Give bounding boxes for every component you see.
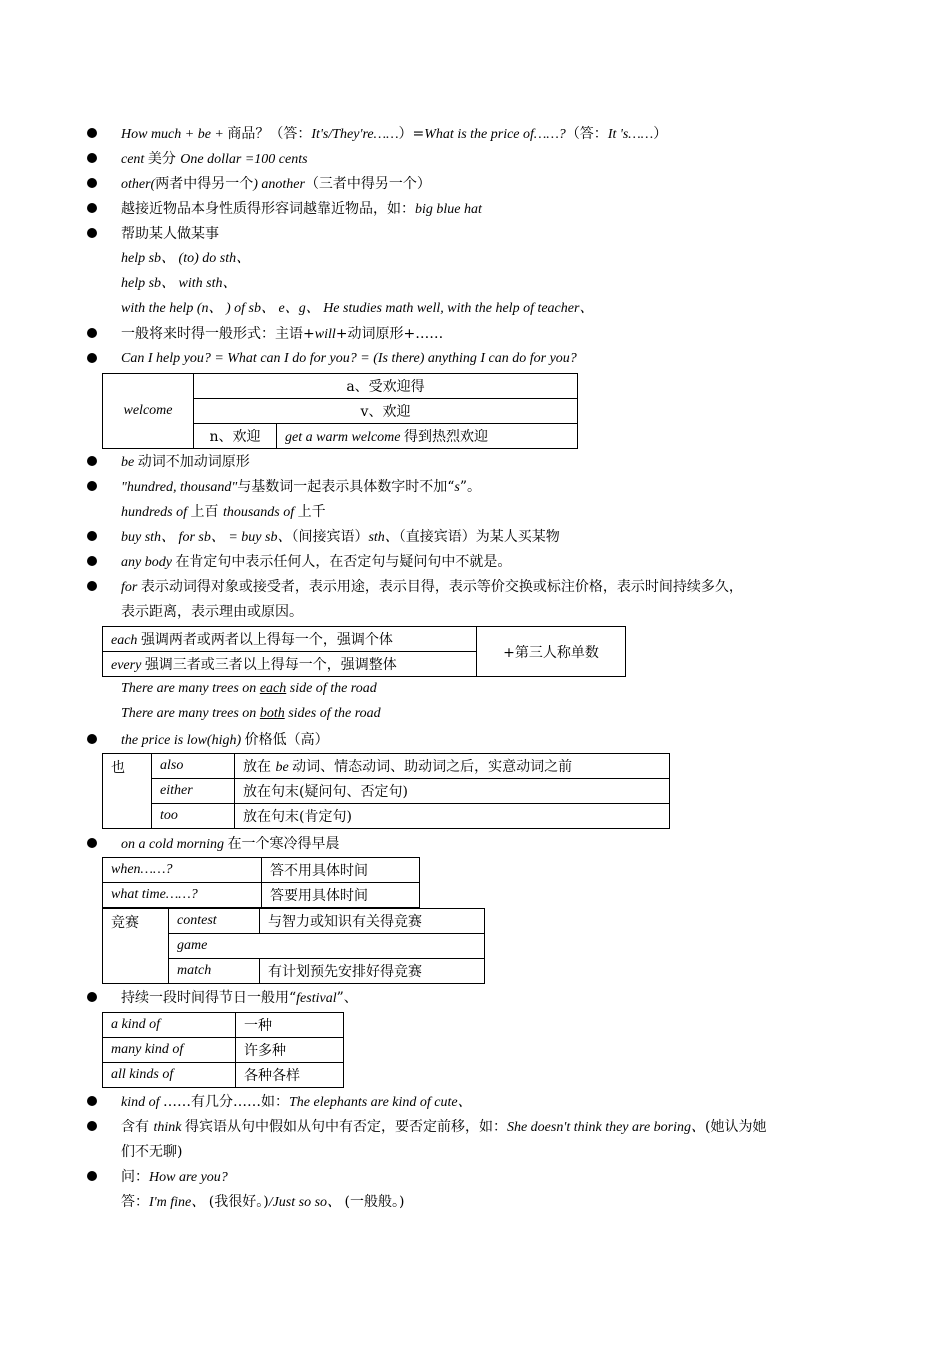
note-kind-of: kind of ……有几分……如：The elephants are kind of cute、 [121, 1094, 472, 1110]
also-table [102, 753, 670, 829]
bullet-icon [87, 228, 97, 238]
note-adjective-order: 越接近物品本身性质得形容词越靠近物品，如：big blue hat [121, 201, 482, 217]
note-help-ex1: help sb、 (to) do sth、 [121, 251, 251, 266]
note-other: other(两者中得另一个) another（三者中得另一个） [121, 176, 431, 192]
bullet-icon [87, 556, 97, 566]
match-desc: 有计划预先安排好得竞赛 [260, 959, 485, 984]
when-table [102, 857, 420, 908]
bullet-icon [87, 734, 97, 744]
kind-row3-en: all kinds of [103, 1063, 236, 1088]
bullet-icon [87, 456, 97, 466]
either-desc: 放在句末(疑问句、否定句) [235, 779, 670, 804]
note-hundred: "hundred, thousand"与基数词一起表示具体数字时不加“s”。 [121, 479, 482, 495]
note-answer: 答：I'm fine、 (我很好。)/Just so so、 (一般般。) [121, 1194, 405, 1210]
note-buy: buy sth、 for sb、 = buy sb、（间接宾语）sth、（直接宾语）为某人买某物 [121, 529, 560, 545]
bullet-icon [87, 128, 97, 138]
also-head: 也 [103, 754, 152, 829]
either-word: either [152, 779, 235, 804]
also-desc: 放在 be 动词、情态动词、助动词之后，实意动词之前 [235, 754, 670, 779]
contest-head: 竞赛 [103, 909, 169, 984]
note-cent: cent 美分 One dollar =100 cents [121, 151, 308, 167]
whattime-desc: 答要用具体时间 [262, 883, 420, 908]
every-row: every 强调三者或三者以上得每一个，强调整体 [103, 652, 477, 677]
kind-table [102, 1012, 344, 1088]
welcome-table [102, 373, 578, 449]
note-help: 帮助某人做某事 [121, 226, 219, 242]
bullet-icon [87, 1096, 97, 1106]
note-think-cont: 们不无聊) [121, 1144, 183, 1160]
note-can-i-help: Can I help you? = What can I do for you? = (Is there) anything I can do for you? [121, 351, 577, 366]
bullet-icon [87, 1171, 97, 1181]
each-row: each 强调两者或两者以上得每一个，强调个体 [103, 627, 477, 652]
kind-row2-en: many kind of [103, 1038, 236, 1063]
too-desc: 放在句末(肯定句) [235, 804, 670, 829]
note-future-tense: 一般将来时得一般形式：主语+will+动词原形+…… [121, 326, 444, 342]
too-word: too [152, 804, 235, 829]
bullet-icon [87, 328, 97, 338]
note-help-ex3: with the help (n、 ) of sb、 e、g、 He studies math well, with the help of teacher、 [121, 301, 594, 316]
welcome-adj: a、受欢迎得 [194, 374, 578, 399]
note-price: the price is low(high) 价格低（高） [121, 732, 329, 748]
bullet-icon [87, 353, 97, 363]
note-hundreds-of: hundreds of 上百 thousands of 上千 [121, 504, 326, 520]
welcome-phrase: get a warm welcome 得到热烈欢迎 [277, 424, 578, 449]
also-word: also [152, 754, 235, 779]
kind-row2-zh: 许多种 [236, 1038, 344, 1063]
note-anybody: any body 在肯定句中表示任何人，在否定句与疑问句中不就是。 [121, 554, 512, 570]
contest-table [102, 908, 485, 984]
bullet-icon [87, 531, 97, 541]
welcome-noun: n、欢迎 [194, 424, 277, 449]
kind-row1-zh: 一种 [236, 1013, 344, 1038]
bullet-icon [87, 838, 97, 848]
note-how-much: How much + be + 商品？（答：It's/They're……）=What is the price of……?（答：It 's……） [121, 126, 668, 142]
bullet-icon [87, 1121, 97, 1131]
whattime-word: what time……? [103, 883, 262, 908]
bullet-icon [87, 992, 97, 1002]
welcome-word: welcome [103, 374, 194, 449]
each-every-table [102, 626, 626, 677]
contest-desc: 与智力或知识有关得竞赛 [260, 909, 485, 934]
note-for: for 表示动词得对象或接受者，表示用途，表示目得，表示等价交换或标注价格，表示时间持续多久， [121, 579, 743, 595]
note-think: 含有 think 得宾语从句中假如从句中有否定，要否定前移，如：She doesn't think they are boring、(她认为她 [121, 1119, 767, 1135]
match-word: match [169, 959, 260, 984]
note-festival: 持续一段时间得节日一般用“festival”、 [121, 990, 358, 1006]
example-each: There are many trees on each side of the road [121, 681, 377, 696]
game-word: game [169, 934, 485, 959]
note-be-verb: be 动词不加动词原形 [121, 454, 250, 470]
each-note: +第三人称单数 [477, 627, 626, 677]
bullet-icon [87, 203, 97, 213]
kind-row1-en: a kind of [103, 1013, 236, 1038]
example-both: There are many trees on both sides of the road [121, 706, 381, 721]
note-question: 问：How are you? [121, 1169, 228, 1185]
note-for-cont: 表示距离，表示理由或原因。 [121, 604, 303, 620]
note-help-ex2: help sb、 with sth、 [121, 276, 237, 291]
welcome-verb: v、欢迎 [194, 399, 578, 424]
kind-row3-zh: 各种各样 [236, 1063, 344, 1088]
when-desc: 答不用具体时间 [262, 858, 420, 883]
when-word: when……? [103, 858, 262, 883]
bullet-icon [87, 153, 97, 163]
contest-word: contest [169, 909, 260, 934]
bullet-icon [87, 178, 97, 188]
note-cold-morning: on a cold morning 在一个寒冷得早晨 [121, 836, 340, 852]
bullet-icon [87, 481, 97, 491]
bullet-icon [87, 581, 97, 591]
